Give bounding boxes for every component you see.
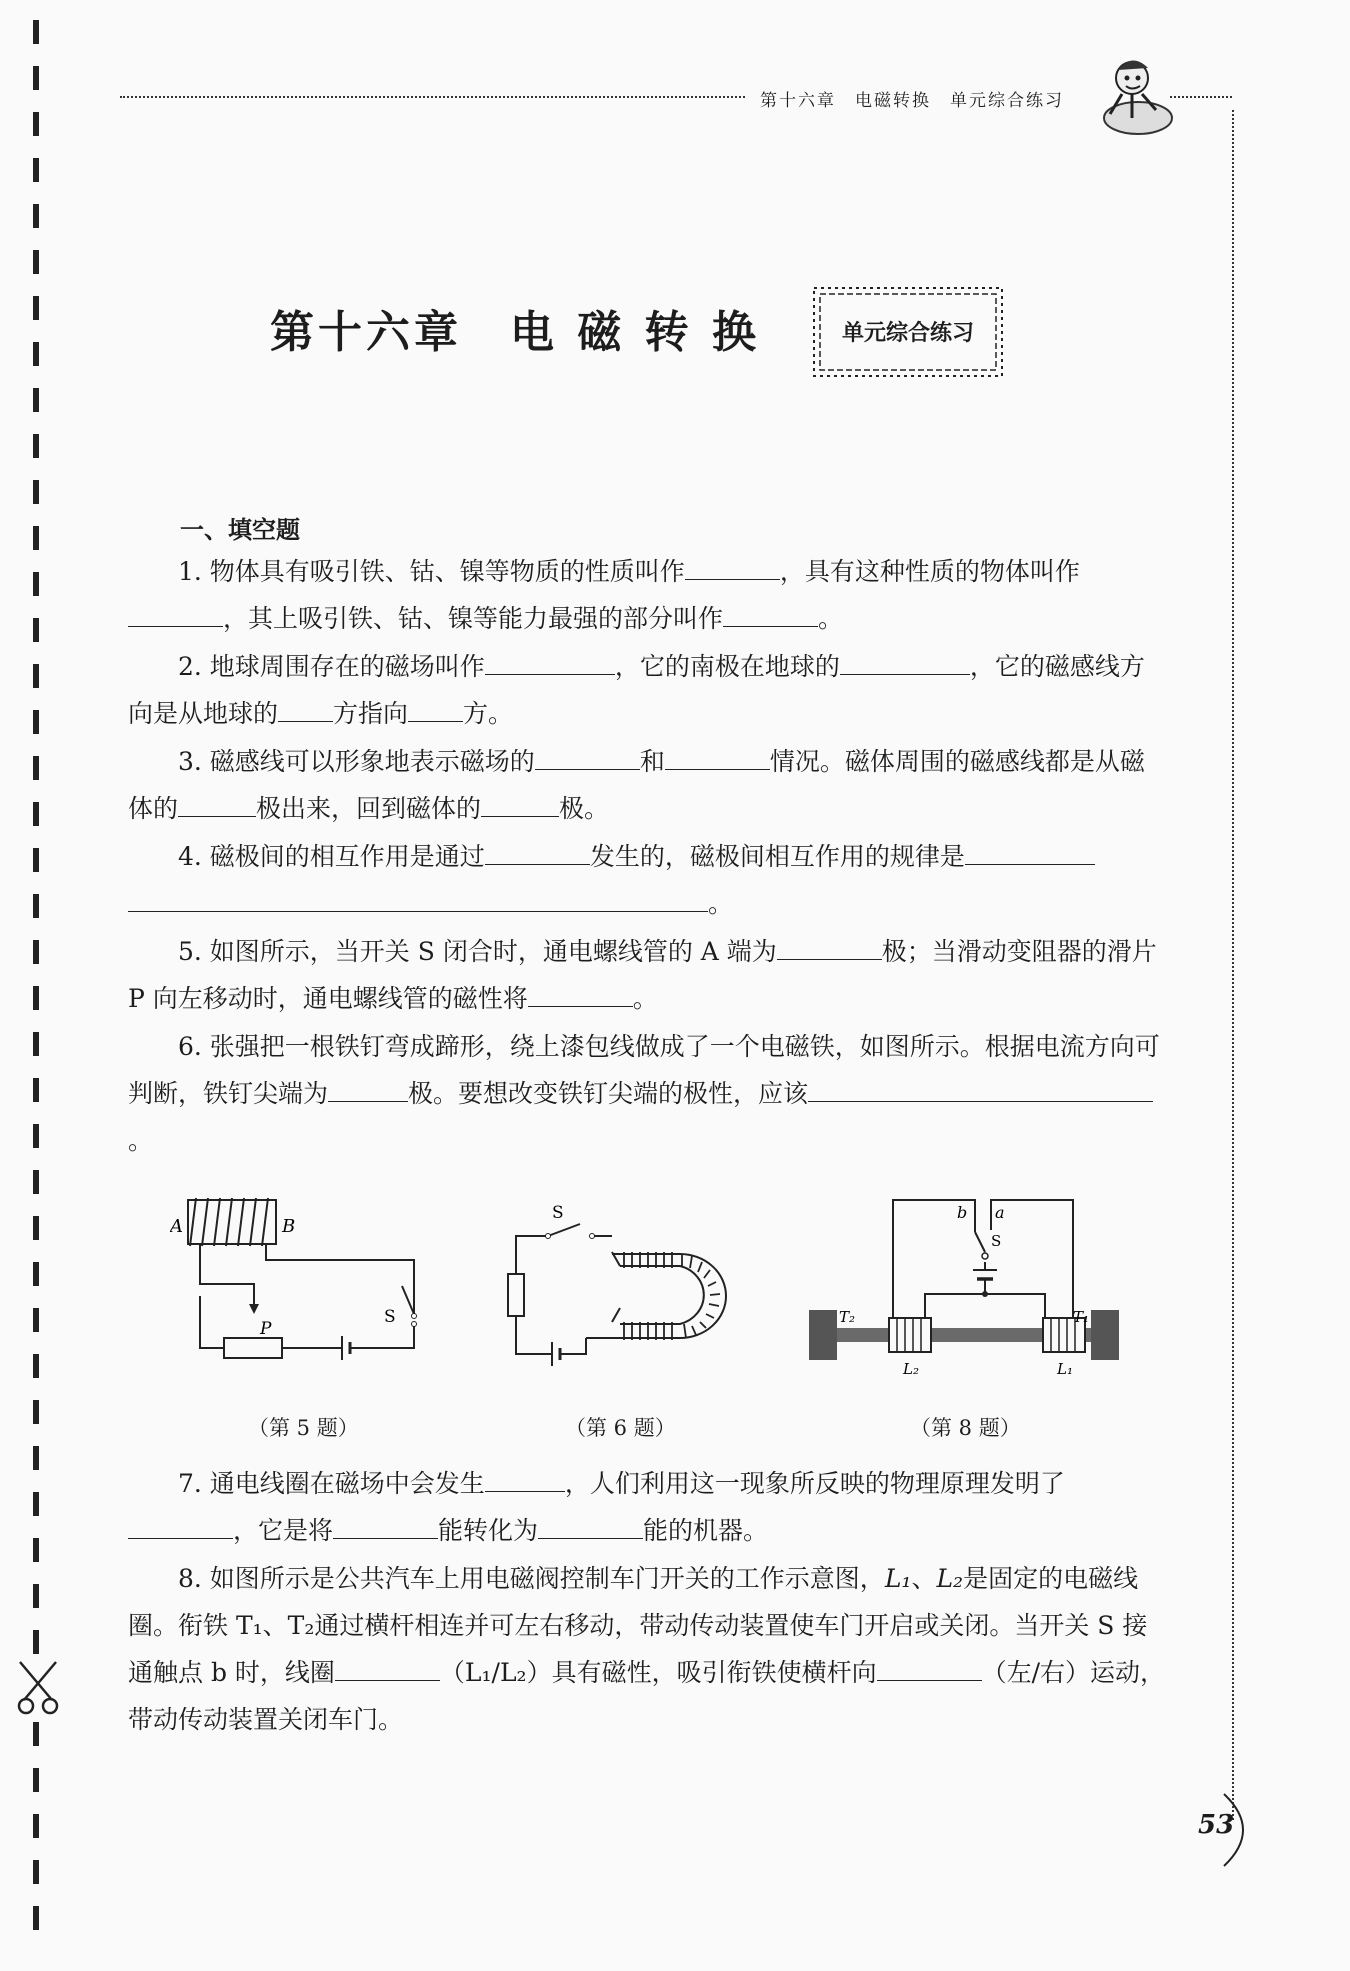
figure-8-caption: （第 8 题）: [910, 1416, 1021, 1440]
blank[interactable]: [485, 1469, 565, 1492]
blank[interactable]: [128, 604, 223, 627]
figure-5-circuit: [170, 1196, 440, 1386]
blank[interactable]: [485, 842, 590, 865]
question-4: 4. 磁极间的相互作用是通过 发生的，磁极间相互作用的规律是。: [128, 833, 1168, 927]
page-border-right: [1232, 110, 1234, 1820]
figure-5-caption: （第 5 题）: [248, 1416, 359, 1440]
blank[interactable]: [877, 1658, 982, 1681]
blank[interactable]: [538, 1516, 643, 1539]
blank[interactable]: [328, 1079, 408, 1102]
coil-l2: [889, 1318, 931, 1352]
svg-text:T₂: T₂: [839, 1308, 856, 1326]
question-6: 6. 张强把一根铁钉弯成蹄形，绕上漆包线做成了一个电磁铁，如图所示。根据电流方向可判断，铁钉尖端为 极。要想改变铁钉尖端的极性，应该。: [128, 1032, 1160, 1155]
svg-text:a: a: [995, 1203, 1005, 1222]
running-title: 第十六章 电磁转换 单元综合练习: [760, 91, 1064, 111]
blank[interactable]: [481, 794, 559, 817]
question-7: 7. 通电线圈在磁场中会发生 ，人们利用这一现象所反映的物理原理发明了，它是将 能转化为 能的机器。: [128, 1460, 1168, 1554]
question-3: 3. 磁感线可以形象地表示磁场的 和 情况。磁体周围的磁感线都是从磁体的 极出来，回到磁体的 极。: [128, 747, 1145, 823]
running-header: [120, 86, 1240, 111]
svg-text:A: A: [170, 1216, 183, 1237]
blank[interactable]: [777, 937, 882, 960]
scissors-icon: [16, 1660, 60, 1716]
rheostat: [224, 1338, 282, 1358]
svg-text:b: b: [957, 1203, 968, 1222]
blank[interactable]: [128, 1516, 233, 1539]
blank[interactable]: [808, 1079, 1048, 1102]
blank[interactable]: [528, 984, 633, 1007]
question-2: 2. 地球周围存在的磁场叫作 ，它的南极在地球的 ，它的磁感线方向是从地球的 方指向 方。: [128, 652, 1145, 728]
svg-text:S: S: [991, 1232, 1002, 1250]
question-8: 8. 如图所示是公共汽车上用电磁阀控制车门开关的工作示意图，L₁、L₂是固定的电磁线圈。衔铁 T₁、T₂通过横杆相连并可左右移动，带动传动装置使车门开启或关闭。当开关 S 接通触点 b 时，线圈 （L₁/L₂）具有磁性，吸引衔铁使横杆向 （左/右）运动，带动传动装置关闭车门。: [128, 1564, 1166, 1734]
cartoon-mascot-icon: [1090, 52, 1176, 140]
armature-t1-plate: [1091, 1310, 1119, 1360]
svg-text:T₁: T₁: [1073, 1308, 1090, 1326]
blank[interactable]: [278, 699, 333, 722]
resistor: [508, 1274, 524, 1316]
blank[interactable]: [723, 604, 818, 627]
page-number: 53: [1198, 1810, 1235, 1840]
figure-8-door-valve: [805, 1190, 1125, 1390]
section-heading: 一、填空题: [180, 516, 300, 544]
blank[interactable]: [335, 1658, 440, 1681]
exercise-badge: [808, 282, 1008, 382]
svg-text:S: S: [552, 1203, 564, 1223]
blank[interactable]: [485, 652, 615, 675]
question-5: 5. 如图所示，当开关 S 闭合时，通电螺线管的 A 端为 极；当滑动变阻器的滑片 P 向左移动时，通电螺线管的磁性将 。: [128, 937, 1157, 1013]
chapter-title: 第十六章 电 磁 转 换: [270, 307, 760, 358]
blank[interactable]: [333, 1516, 438, 1539]
figure-6-electromagnet: [500, 1196, 740, 1386]
blank[interactable]: [840, 652, 970, 675]
figure-6-caption: （第 6 题）: [565, 1416, 676, 1440]
badge-label: 单元综合练习: [841, 321, 974, 346]
blank[interactable]: [535, 747, 640, 770]
svg-text:B: B: [282, 1216, 296, 1237]
blank[interactable]: [178, 794, 256, 817]
blank[interactable]: [965, 842, 1095, 865]
question-1: 1. 物体具有吸引铁、钴、镍等物质的性质叫作 ，具有这种性质的物体叫作，其上吸引铁、钴、镍等能力最强的部分叫作 。: [128, 548, 1168, 642]
svg-text:L₂: L₂: [903, 1360, 919, 1378]
blank[interactable]: [665, 747, 770, 770]
blank[interactable]: [1048, 1079, 1153, 1102]
svg-text:L₁: L₁: [1057, 1360, 1073, 1378]
blank[interactable]: [408, 699, 463, 722]
slider-arrow-icon: [249, 1304, 259, 1314]
svg-text:S: S: [384, 1307, 396, 1327]
blank[interactable]: [128, 889, 708, 912]
armature-t2-plate: [809, 1310, 837, 1360]
blank[interactable]: [685, 557, 780, 580]
svg-text:P: P: [260, 1319, 272, 1339]
